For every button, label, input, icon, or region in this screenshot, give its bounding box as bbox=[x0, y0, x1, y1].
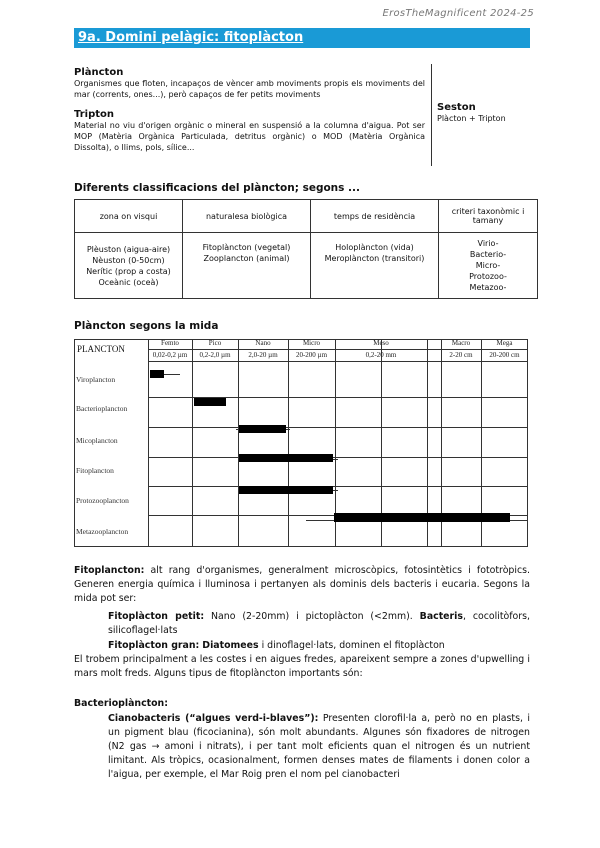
tripton-text: Material no viu d'origen orgànic o mineral en suspensió a la columna d'aigua. Pot ser MOP (Matèria Orgànica Particulada, detritus orgànic) o MOD (Matèria Orgànica Dissolta), o llims, pols, sílice... bbox=[74, 121, 425, 152]
tripton-heading: Tripton bbox=[74, 109, 115, 120]
range-pico: 0,2-2,0 µm bbox=[199, 351, 231, 359]
bar-micoplancton bbox=[239, 425, 286, 433]
fito-gran-term: Fitoplàcton gran: bbox=[108, 640, 200, 651]
cat-femto: Femto bbox=[161, 339, 179, 347]
row-label-protozoo: Protozooplancton bbox=[76, 496, 129, 505]
row-line bbox=[148, 486, 528, 487]
ciano-text: Presenten clorofil·la a, però no en plasts, i un pigment blau (ficocianina), són molt abundants. Algunes són fixadores de nitrogen (N2 gas → amoni i nitrats), i per tant molt eficients quan el nitrogen és un nutrient limitant. Als tròpics, ocasionalment, formen denses mates de filaments i donen color a l'aigua, per exemple, el Mar Roig pren el nom pel cianobacteri bbox=[108, 713, 530, 780]
cat-mega: Mega bbox=[496, 339, 513, 347]
fito-petit-rest: , cocolitòfors, silicoflagel·lats bbox=[108, 611, 530, 636]
row-label-metazoo: Metazooplancton bbox=[76, 527, 129, 536]
seston-block bbox=[437, 102, 537, 124]
bar-protozooplancton bbox=[239, 486, 333, 494]
fito-gran-item bbox=[74, 639, 530, 653]
row-label-mico: Micoplancton bbox=[76, 436, 118, 445]
fito-petit-text: Nano (2-20mm) i pictoplàcton (<2mm). bbox=[211, 611, 413, 622]
row-label-viro: Viroplancton bbox=[76, 375, 116, 384]
fito-petit-item bbox=[74, 610, 530, 638]
row-line bbox=[148, 457, 528, 458]
classif-header-temps: temps de residència bbox=[311, 200, 439, 233]
classification-table bbox=[74, 199, 538, 299]
range-macro: 2-20 cm bbox=[449, 351, 473, 359]
fito-petit-bacteris: Bacteris bbox=[419, 611, 463, 622]
range-femto: 0,02-0,2 µm bbox=[152, 351, 188, 359]
cell-line: Plèuston (aigua-aire) bbox=[86, 244, 171, 254]
bar-metazooplancton bbox=[334, 513, 510, 522]
fitoplancton-text: alt rang d'organismes, generalment microscòpics, fotosintètics i fototròpics. Generen energia química i lluminosa i pertanyen als dominis dels bacteris i eucaria. Segons la mida pot ser: bbox=[74, 565, 531, 604]
fitoplancton-paragraph bbox=[74, 564, 530, 606]
ciano-paragraph bbox=[74, 712, 530, 782]
classif-cell-criteri bbox=[439, 233, 538, 299]
cell-line: Fitoplàncton (vegetal) bbox=[202, 243, 291, 252]
page-credit: ErosTheMagnificent 2024-25 bbox=[382, 8, 534, 19]
size-chart-figure bbox=[74, 339, 528, 547]
section-title: 9a. Domini pelàgic: fitoplàcton bbox=[78, 30, 304, 45]
cat-pico: Pico bbox=[208, 339, 222, 347]
bar-bacterioplancton bbox=[194, 398, 226, 406]
cell-line: Holoplàncton (vida) bbox=[335, 243, 414, 252]
seston-text: Plàcton + Tripton bbox=[437, 114, 506, 123]
classif-cell-naturalesa bbox=[183, 233, 311, 299]
classif-title: Diferents classificacions del plàncton; segons ... bbox=[74, 182, 361, 194]
cat-macro: Macro bbox=[451, 339, 471, 347]
bar-viroplancton bbox=[150, 370, 164, 378]
row-label-fito: Fitoplancton bbox=[76, 466, 114, 475]
fito-petit-term: Fitoplàcton petit: bbox=[108, 611, 205, 622]
cell-line: Nèuston (0-50cm) bbox=[92, 255, 165, 265]
fito-gran-diatomees: Diatomees bbox=[202, 640, 259, 651]
bacterio-heading-text: Bacterioplàncton: bbox=[74, 698, 168, 709]
classif-header-naturalesa: naturalesa biològica bbox=[183, 200, 311, 233]
habitat-paragraph: El trobem principalment a les costes i en aigues fredes, apareixent sempre a zones d'upwelling i mars molt freds. Alguns tipus de fitoplàncton importants són: bbox=[74, 654, 530, 679]
bacterio-heading bbox=[74, 697, 530, 711]
chart-corner-label: PLANCTON bbox=[77, 344, 125, 354]
classif-cell-temps bbox=[311, 233, 439, 299]
range-nano: 2,0-20 µm bbox=[248, 351, 278, 359]
row-line bbox=[148, 427, 528, 428]
row-label-bacterio: Bacterioplancton bbox=[76, 404, 128, 413]
cell-line: Metazoo- bbox=[469, 283, 507, 292]
section-title-bar bbox=[74, 28, 530, 48]
bar-fitoplancton bbox=[239, 454, 333, 462]
mida-title: Plàncton segons la mida bbox=[74, 320, 219, 332]
range-mega: 20-200 cm bbox=[489, 351, 520, 359]
classif-cell-zona bbox=[75, 233, 183, 299]
definitions-block bbox=[74, 64, 432, 166]
range-micro: 20-200 µm bbox=[295, 351, 328, 359]
classif-header-zona: zona on visqui bbox=[75, 200, 183, 233]
seston-heading: Seston bbox=[437, 102, 476, 113]
cell-line: Protozoo- bbox=[469, 272, 507, 281]
cat-micro: Micro bbox=[302, 339, 321, 347]
cat-nano: Nano bbox=[255, 339, 271, 347]
fito-gran-text: i dinoflagel·lats, dominen el fitoplàcton bbox=[261, 640, 445, 651]
ciano-term: Cianobacteris (“algues verd-i-blaves”): bbox=[108, 713, 319, 724]
cell-line: Meroplàncton (transitori) bbox=[324, 254, 425, 263]
cat-meso: Meso bbox=[373, 339, 389, 347]
plancton-text: Organismes que floten, incapaços de vèncer amb moviments propis els moviments del mar (corrents, ones...), però capaços de fer petits moviments bbox=[74, 79, 425, 99]
fitoplancton-term: Fitoplancton: bbox=[74, 565, 145, 576]
cell-line: Virio- bbox=[477, 239, 499, 248]
cell-line: Bacterio- bbox=[469, 250, 507, 259]
classif-header-criteri: criteri taxonòmic i tamany bbox=[439, 200, 538, 233]
cell-line: Nerític (prop a costa) bbox=[86, 266, 171, 276]
cell-line: Oceànic (oceà) bbox=[98, 277, 159, 287]
cell-line: Micro- bbox=[475, 261, 501, 270]
cell-line: Zooplancton (animal) bbox=[203, 254, 290, 263]
range-meso: 0,2-20 mm bbox=[365, 351, 397, 359]
plancton-heading: Plàncton bbox=[74, 67, 124, 78]
